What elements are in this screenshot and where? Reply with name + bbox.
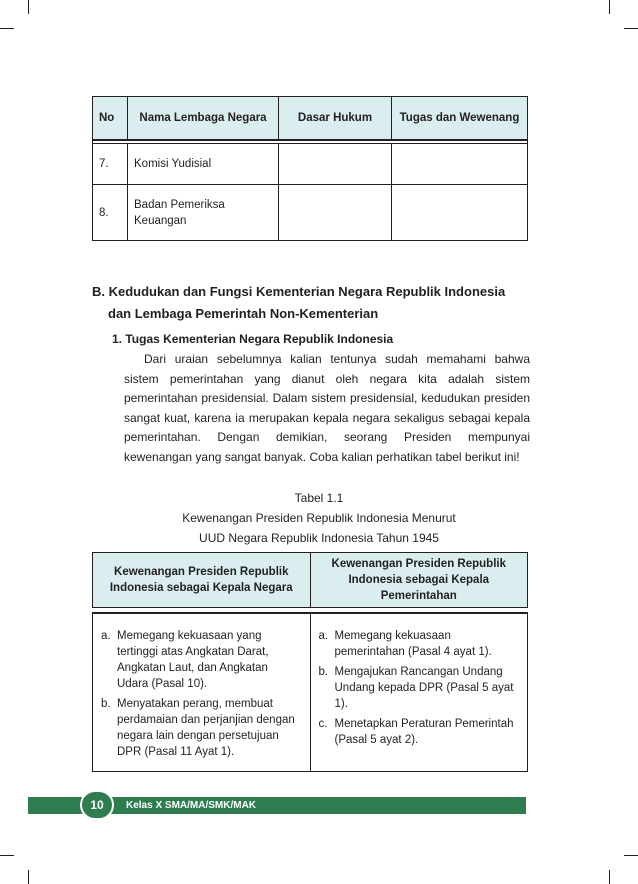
list-text: Menyatakan perang, membuat perdamaian dan perjanjian dengan negara lain dengan persetujuan DPR (Pasal 11 Ayat 1). xyxy=(117,698,295,758)
list-text: Memegang kekuasaan yang tertinggi atas Angkatan Darat, Angkatan Laut, dan Angkatan Udara (Pasal 10). xyxy=(117,630,269,690)
header-kepala-negara: Kewenangan Presiden Republik Indonesia sebagai Kepala Negara xyxy=(93,553,311,607)
kewenangan-table-header xyxy=(92,552,528,608)
list-item xyxy=(319,716,520,748)
body-paragraph: Dari uraian sebelumnya kalian tentunya sudah memahami bahwa sistem pemerintahan yang dianut oleh negara kita adalah sistem pemerintahan presidensial. Dalam sistem presidensial, kedudukan presiden sangat kuat, karena ia merupakan kepala negara sekaligus sebagai kepala pemerintahan. Dengan demikian, seorang Presiden mempunyai kewenangan yang sangat banyak. Coba kalian perhatikan tabel berikut ini! xyxy=(124,352,530,464)
list-item xyxy=(101,696,302,760)
column-kepala-negara xyxy=(93,614,311,771)
header-no: No xyxy=(93,97,128,141)
caption-title-line1: Kewenangan Presiden Republik Indonesia Menurut xyxy=(182,511,456,525)
table-caption xyxy=(0,488,638,548)
table-row xyxy=(93,185,528,241)
nama-line: Badan Pemeriksa xyxy=(134,198,225,211)
cell-no: 8. xyxy=(93,185,128,241)
list-marker: a. xyxy=(318,630,329,642)
column-kepala-pemerintahan xyxy=(311,614,528,771)
crop-mark xyxy=(624,855,638,856)
nama-line: Keuangan xyxy=(134,214,187,227)
cell-dasar xyxy=(279,144,392,185)
list-marker: b. xyxy=(318,666,329,678)
crop-mark xyxy=(28,0,29,14)
cell-dasar xyxy=(279,185,392,241)
cell-no: 7. xyxy=(93,144,128,185)
cell-tugas xyxy=(392,144,528,185)
section-b-line2: dan Lembaga Pemerintah Non-Kementerian xyxy=(108,306,379,321)
cell-nama: Komisi Yudisial xyxy=(128,144,279,185)
list-text: Menetapkan Peraturan Pemerintah (Pasal 5 ayat 2). xyxy=(334,718,514,746)
footer-book-title: Kelas X SMA/MA/SMK/MAK xyxy=(126,800,257,811)
section-b-line1: B. Kedudukan dan Fungsi Kementerian Negara Republik Indonesia xyxy=(92,284,506,299)
crop-mark xyxy=(609,0,610,14)
crop-mark xyxy=(28,870,29,884)
list-text: Memegang kekuasaan pemerintahan (Pasal 4 ayat 1). xyxy=(334,630,492,658)
table-row xyxy=(93,144,528,185)
list-marker: b. xyxy=(101,698,111,710)
kewenangan-table-body xyxy=(92,612,528,772)
cell-tugas xyxy=(392,185,528,241)
header-kepala-pemerintahan: Kewenangan Presiden Republik Indonesia sebagai Kepala Pemerintahan xyxy=(311,553,528,607)
crop-mark xyxy=(609,870,610,884)
list-marker: c. xyxy=(318,718,328,730)
section-b-heading xyxy=(92,281,532,325)
caption-title-line2: UUD Negara Republik Indonesia Tahun 1945 xyxy=(199,531,439,545)
lembaga-negara-table xyxy=(92,96,528,241)
header-tugas: Tugas dan Wewenang xyxy=(392,97,528,141)
header-nama: Nama Lembaga Negara xyxy=(128,97,279,141)
crop-mark xyxy=(0,855,14,856)
cell-nama xyxy=(128,185,279,241)
page-number: 10 xyxy=(80,790,114,820)
list-text: Mengajukan Rancangan Undang Undang kepada DPR (Pasal 5 ayat 1). xyxy=(334,666,514,710)
subsection-heading: 1. Tugas Kementerian Negara Republik Indonesia xyxy=(112,332,394,346)
crop-mark xyxy=(0,28,14,29)
caption-label: Tabel 1.1 xyxy=(294,491,344,505)
list-item xyxy=(319,628,520,660)
list-item xyxy=(319,664,520,712)
list-marker: a. xyxy=(101,630,111,642)
list-item xyxy=(101,628,302,692)
header-dasar: Dasar Hukum xyxy=(279,97,392,141)
crop-mark xyxy=(624,28,638,29)
